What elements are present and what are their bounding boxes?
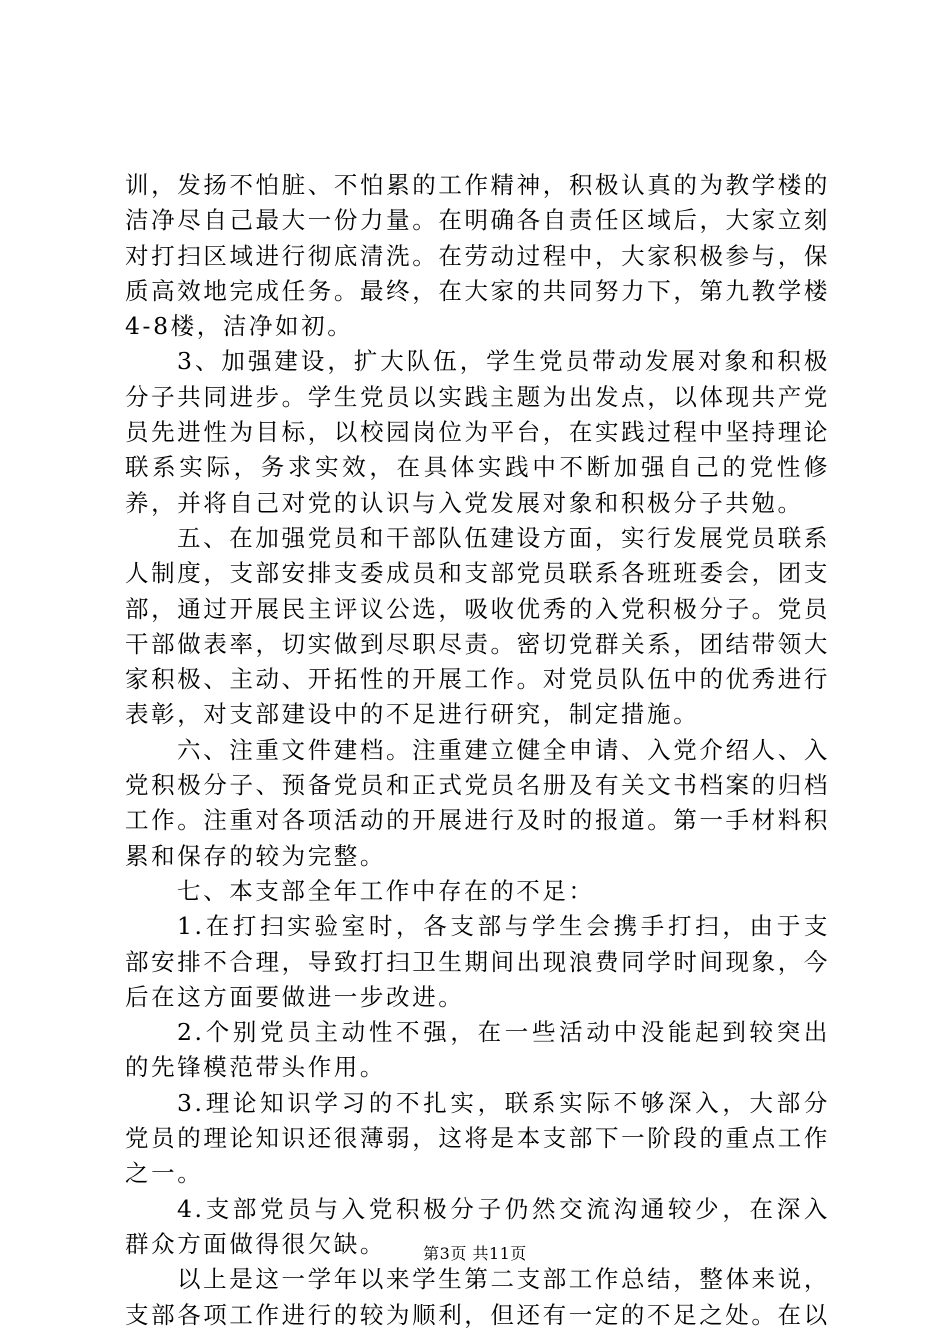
page-footer xyxy=(0,1244,950,1264)
paragraph-continuation: 训，发扬不怕脏、不怕累的工作精神，积极认真的为教学楼的洁净尽自己最大一份力量。在明确各自责任区域后，大家立刻对打扫区域进行彻底清洗。在劳动过程中，大家积极参与，保质高效地完成任务。最终，在大家的共同努力下，第九教学楼4-8楼，洁净如初。 xyxy=(125,171,830,341)
paragraph-section-5-cadre-building: 五、在加强党员和干部队伍建设方面，实行发展党员联系人制度，支部安排支委成员和支部党员联系各班班委会，团支部，通过开展民主评议公选，吸收优秀的入党积极分子。党员干部做表率，切实做到尽职尽责。密切党群关系，团结带领大家积极、主动、开拓性的开展工作。对党员队伍中的优秀进行表彰，对支部建设中的不足进行研究，制定措施。 xyxy=(125,523,830,729)
paragraph-shortcoming-3: 3.理论知识学习的不扎实，联系实际不够深入，大部分党员的理论知识还很薄弱，这将是本支部下一阶段的重点工作之一。 xyxy=(125,1088,830,1188)
paragraph-section-6-file-archiving: 六、注重文件建档。注重建立健全申请、入党介绍人、入党积极分子、预备党员和正式党员名册及有关文书档案的归档工作。注重对各项活动的开展进行及时的报道。第一手材料积累和保存的较为完整。 xyxy=(125,735,830,870)
paragraph-item-3-strengthen-building: 3、加强建设，扩大队伍，学生党员带动发展对象和积极分子共同进步。学生党员以实践主题为出发点，以体现共产党员先进性为目标，以校园岗位为平台，在实践过程中坚持理论联系实际，务求实效，在具体实践中不断加强自己的党性修养，并将自己对党的认识与入党发展对象和积极分子共勉。 xyxy=(125,347,830,517)
document-body xyxy=(125,168,830,1333)
paragraph-shortcoming-1: 1.在打扫实验室时，各支部与学生会携手打扫，由于支部安排不合理，导致打扫卫生期间出现浪费同学时间现象，今后在这方面要做进一步改进。 xyxy=(125,912,830,1011)
paragraph-section-7-heading: 七、本支部全年工作中存在的不足： xyxy=(177,876,595,905)
paragraph-conclusion: 以上是这一学年以来学生第二支部工作总结，整体来说，支部各项工作进行的较为顺利，但还有一定的不足之处。在以 xyxy=(125,1265,830,1329)
paragraph-shortcoming-4: 4.支部党员与入党积极分子仍然交流沟通较少，在深入群众方面做得很欠缺。 xyxy=(125,1194,830,1258)
page-number-label: 第3页 共11页 xyxy=(423,1244,527,1263)
paragraph-shortcoming-2: 2.个别党员主动性不强，在一些活动中没能起到较突出的先锋模范带头作用。 xyxy=(125,1018,830,1082)
